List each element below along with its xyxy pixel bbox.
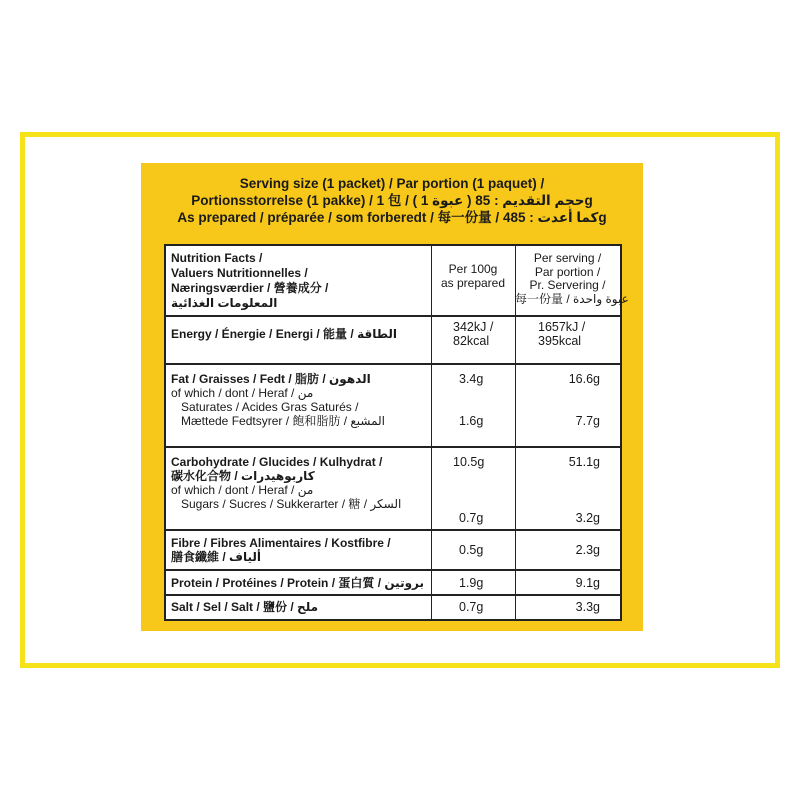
carbohydrate-label-2: 碳水化合物 / كاربوهيدرات [171, 469, 315, 483]
protein-per100: 1.9g [459, 576, 484, 590]
sugars-per100: 0.7g [459, 511, 484, 525]
header-col3-line: 每一份量 / عبوة واحدة [515, 291, 629, 306]
energy-serving-kj: 1657kJ / [538, 320, 586, 334]
fibre-serving: 2.3g [575, 543, 600, 557]
header-col1-line: Nutrition Facts / [171, 251, 263, 265]
fibre-row [166, 531, 620, 571]
carbohydrate-serving: 51.1g [568, 455, 600, 469]
nutrition-table [164, 244, 629, 621]
energy-row [166, 317, 620, 365]
carb-of-which: of which / dont / Heraf / من [171, 483, 314, 497]
header-row [166, 246, 629, 317]
energy-per100-kcal: 82kcal [453, 334, 490, 348]
serving-line-3: As prepared / préparée / som forberedt / 每一份量 / كما أعدت : 485g [177, 210, 607, 225]
protein-label: Protein / Protéines / Protein / 蛋白質 / بروتين [171, 576, 425, 590]
energy-per100-kj: 342kJ / [453, 320, 494, 334]
header-col3 [515, 246, 629, 315]
fat-row [166, 365, 620, 448]
carbohydrate-per100: 10.5g [453, 455, 485, 469]
protein-serving: 9.1g [575, 576, 600, 590]
fat-per100: 3.4g [459, 372, 484, 386]
serving-line-1: Serving size (1 packet) / Par portion (1 paquet) / [239, 176, 545, 191]
header-col3-line: Pr. Servering / [529, 278, 606, 292]
header-col2 [431, 246, 515, 315]
salt-serving: 3.3g [575, 600, 600, 614]
header-col1 [166, 246, 431, 315]
fibre-label: Fibre / Fibres Alimentaires / Kostfibre / [171, 536, 391, 550]
saturates-label: Saturates / Acides Gras Saturés / [181, 400, 359, 414]
serving-line-2: Portionsstorrelse (1 pakke) / 1 包 / ( 1 عبوة ) حجم التقديم : 85g [191, 193, 593, 208]
salt-label: Salt / Sel / Salt / 鹽份 / ملح [171, 600, 319, 614]
energy-serving-kcal: 395kcal [538, 334, 582, 348]
nutrition-label [141, 163, 643, 631]
fibre-label-2: 膳食纖維 / ألياف [171, 550, 261, 564]
protein-row [166, 571, 620, 596]
fat-serving: 16.6g [568, 372, 600, 386]
fat-label: Fat / Graisses / Fedt / 脂肪 / الدهون [171, 372, 371, 386]
header-col1-line: المعلومات الغذائية [171, 296, 278, 310]
sugars-label: Sugars / Sucres / Sukkerarter / 糖 / السكر [181, 497, 402, 511]
carbohydrate-label: Carbohydrate / Glucides / Kulhydrat / [171, 455, 383, 469]
fibre-per100: 0.5g [459, 543, 484, 557]
header-col1-line: Valuers Nutritionnelles / [171, 266, 308, 280]
carbohydrate-row [166, 448, 620, 531]
saturates-label-2: Mættede Fedtsyrer / 飽和脂肪 / المشبع [181, 414, 386, 428]
header-col3-line: Par portion / [534, 264, 601, 279]
header-per100: Per 100g [448, 262, 498, 276]
header-col3-line: Per serving / [533, 251, 602, 265]
header-as-prepared: as prepared [440, 275, 506, 290]
serving-size-block [141, 175, 643, 226]
salt-per100: 0.7g [459, 600, 484, 614]
saturates-serving: 7.7g [575, 414, 600, 428]
header-col1-line: Næringsværdier / 營養成分 / [171, 281, 329, 295]
salt-row [166, 596, 620, 619]
energy-label: Energy / Énergie / Energi / 能量 / الطاقة [171, 327, 398, 341]
sugars-serving: 3.2g [575, 511, 600, 525]
saturates-per100: 1.6g [459, 414, 484, 428]
fat-of-which: of which / dont / Heraf / من [171, 386, 314, 400]
